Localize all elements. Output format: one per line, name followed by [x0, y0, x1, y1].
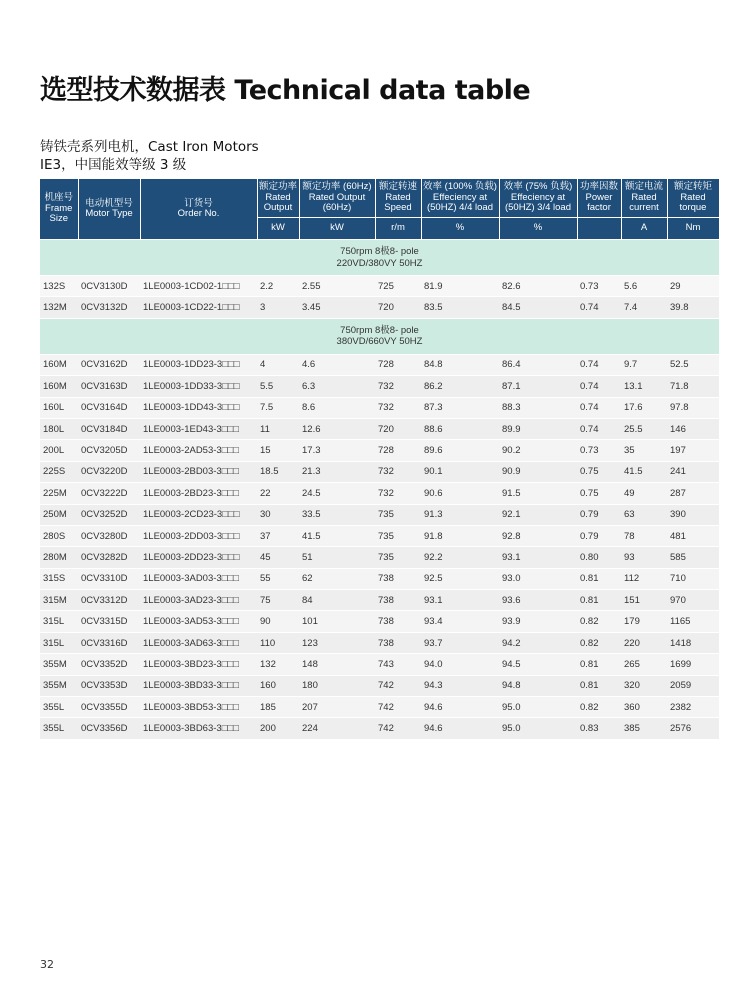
cell-rated-current: 9.7	[621, 354, 667, 375]
header-cn: 功率因数	[579, 181, 618, 193]
header-rated-speed	[375, 179, 421, 218]
cell-efficiency-full: 83.5	[421, 297, 499, 318]
header-en: Motor Type	[85, 208, 133, 219]
cell-efficiency-full: 86.2	[421, 376, 499, 397]
cell-efficiency-full: 93.1	[421, 590, 499, 611]
cell-rated-torque: 585	[667, 547, 719, 568]
header-en: Rated current	[629, 191, 659, 214]
cell-rated-current: 49	[621, 483, 667, 504]
cell-rated-output: 11	[257, 418, 299, 439]
cell-efficiency-three-quarter: 93.6	[499, 590, 577, 611]
cell-efficiency-three-quarter: 92.8	[499, 525, 577, 546]
cell-efficiency-full: 93.4	[421, 611, 499, 632]
cell-rated-output: 2.2	[257, 276, 299, 297]
cell-rated-torque: 287	[667, 483, 719, 504]
cell-efficiency-three-quarter: 87.1	[499, 376, 577, 397]
cell-efficiency-three-quarter: 92.1	[499, 504, 577, 525]
cell-efficiency-three-quarter: 84.5	[499, 297, 577, 318]
table-row	[40, 276, 719, 297]
unit-efficiency-full-load: %	[421, 218, 499, 240]
cell-rated-output-60hz: 24.5	[299, 483, 375, 504]
cell-rated-output: 15	[257, 440, 299, 461]
header-cn: 效率 (100% 负载)	[423, 181, 497, 193]
header-en: Power factor	[585, 191, 613, 214]
cell-rated-current: 151	[621, 590, 667, 611]
cell-efficiency-full: 94.3	[421, 675, 499, 696]
cell-rated-speed: 738	[375, 568, 421, 589]
cell-rated-speed: 738	[375, 632, 421, 653]
cell-frame-size: 225S	[40, 461, 78, 482]
cell-rated-output-60hz: 12.6	[299, 418, 375, 439]
unit-power-factor	[577, 218, 621, 240]
cell-frame-size: 355M	[40, 675, 78, 696]
cell-frame-size: 180L	[40, 418, 78, 439]
cell-efficiency-three-quarter: 90.9	[499, 461, 577, 482]
cell-efficiency-three-quarter: 86.4	[499, 354, 577, 375]
table-row	[40, 354, 719, 375]
cell-motor-type: 0CV3356D	[78, 718, 140, 739]
cell-rated-torque: 241	[667, 461, 719, 482]
table-row	[40, 504, 719, 525]
technical-data-table	[40, 179, 720, 740]
cell-rated-output: 90	[257, 611, 299, 632]
cell-power-factor: 0.81	[577, 654, 621, 675]
cell-rated-output-60hz: 33.5	[299, 504, 375, 525]
table-row	[40, 440, 719, 461]
cell-motor-type: 0CV3252D	[78, 504, 140, 525]
cell-rated-current: 93	[621, 547, 667, 568]
cell-power-factor: 0.74	[577, 354, 621, 375]
cell-rated-output-60hz: 148	[299, 654, 375, 675]
header-cn: 额定转矩	[673, 181, 712, 193]
cell-motor-type: 0CV3205D	[78, 440, 140, 461]
table-row	[40, 418, 719, 439]
section-heading-line1: 750rpm 8极8- pole	[340, 324, 419, 336]
cell-order-no: 1LE0003-2BD23-3□□□	[140, 483, 257, 504]
header-rated-torque	[667, 179, 719, 218]
cell-rated-torque: 1418	[667, 632, 719, 653]
cell-order-no: 1LE0003-2BD03-3□□□	[140, 461, 257, 482]
cell-frame-size: 315L	[40, 611, 78, 632]
cell-rated-speed: 732	[375, 397, 421, 418]
section-heading-line2: 220VD/380VY 50HZ	[336, 257, 423, 269]
table-row	[40, 697, 719, 718]
cell-motor-type: 0CV3352D	[78, 654, 140, 675]
unit-rated-torque: Nm	[667, 218, 719, 240]
cell-rated-output-60hz: 180	[299, 675, 375, 696]
cell-power-factor: 0.79	[577, 504, 621, 525]
cell-rated-output-60hz: 2.55	[299, 276, 375, 297]
table-row	[40, 654, 719, 675]
cell-order-no: 1LE0003-1DD23-3□□□	[140, 354, 257, 375]
unit-rated-speed: r/m	[375, 218, 421, 240]
cell-frame-size: 280M	[40, 547, 78, 568]
cell-frame-size: 250M	[40, 504, 78, 525]
header-en: Frame Size	[45, 202, 73, 225]
cell-rated-current: 360	[621, 697, 667, 718]
cell-frame-size: 160M	[40, 354, 78, 375]
cell-power-factor: 0.81	[577, 590, 621, 611]
table-row	[40, 547, 719, 568]
cell-rated-torque: 2059	[667, 675, 719, 696]
cell-power-factor: 0.82	[577, 611, 621, 632]
header-frame-size	[40, 179, 78, 240]
cell-rated-current: 25.5	[621, 418, 667, 439]
cell-efficiency-full: 84.8	[421, 354, 499, 375]
page-subtitle	[40, 138, 259, 174]
header-en: Effeciency at (50HZ) 4/4 load	[426, 191, 493, 214]
table-row	[40, 525, 719, 546]
cell-order-no: 1LE0003-1CD02-1□□□	[140, 276, 257, 297]
cell-frame-size: 160L	[40, 397, 78, 418]
subtitle-line-2: IE3，中国能效等级 3 级	[40, 157, 187, 173]
cell-rated-speed: 738	[375, 590, 421, 611]
cell-order-no: 1LE0003-3BD33-3□□□	[140, 675, 257, 696]
section-row	[40, 318, 719, 354]
cell-efficiency-three-quarter: 94.5	[499, 654, 577, 675]
cell-efficiency-full: 93.7	[421, 632, 499, 653]
cell-efficiency-full: 88.6	[421, 418, 499, 439]
cell-order-no: 1LE0003-1DD43-3□□□	[140, 397, 257, 418]
cell-rated-speed: 735	[375, 547, 421, 568]
cell-rated-speed: 728	[375, 354, 421, 375]
cell-efficiency-three-quarter: 93.1	[499, 547, 577, 568]
cell-rated-output-60hz: 123	[299, 632, 375, 653]
cell-rated-speed: 720	[375, 297, 421, 318]
cell-efficiency-three-quarter: 88.3	[499, 397, 577, 418]
cell-rated-output: 110	[257, 632, 299, 653]
cell-power-factor: 0.81	[577, 568, 621, 589]
cell-rated-current: 41.5	[621, 461, 667, 482]
cell-order-no: 1LE0003-3AD63-3□□□	[140, 632, 257, 653]
cell-motor-type: 0CV3353D	[78, 675, 140, 696]
cell-rated-current: 78	[621, 525, 667, 546]
cell-rated-output-60hz: 224	[299, 718, 375, 739]
header-en: Rated Output	[263, 191, 293, 214]
cell-order-no: 1LE0003-2DD03-3□□□	[140, 525, 257, 546]
cell-order-no: 1LE0003-3BD63-3□□□	[140, 718, 257, 739]
cell-frame-size: 315M	[40, 590, 78, 611]
cell-efficiency-three-quarter: 91.5	[499, 483, 577, 504]
cell-rated-output: 18.5	[257, 461, 299, 482]
cell-power-factor: 0.75	[577, 461, 621, 482]
cell-rated-current: 17.6	[621, 397, 667, 418]
cell-rated-current: 179	[621, 611, 667, 632]
cell-efficiency-full: 94.0	[421, 654, 499, 675]
cell-rated-torque: 29	[667, 276, 719, 297]
cell-rated-output-60hz: 41.5	[299, 525, 375, 546]
cell-order-no: 1LE0003-3AD23-3□□□	[140, 590, 257, 611]
cell-power-factor: 0.82	[577, 632, 621, 653]
cell-motor-type: 0CV3163D	[78, 376, 140, 397]
cell-rated-output-60hz: 3.45	[299, 297, 375, 318]
header-motor-type	[78, 179, 140, 240]
cell-efficiency-full: 94.6	[421, 718, 499, 739]
cell-rated-output: 37	[257, 525, 299, 546]
cell-rated-output: 5.5	[257, 376, 299, 397]
cell-motor-type: 0CV3316D	[78, 632, 140, 653]
header-cn: 电动机型号	[85, 197, 133, 209]
cell-efficiency-full: 87.3	[421, 397, 499, 418]
cell-rated-speed: 732	[375, 376, 421, 397]
cell-motor-type: 0CV3310D	[78, 568, 140, 589]
cell-efficiency-full: 90.1	[421, 461, 499, 482]
cell-order-no: 1LE0003-3AD03-3□□□	[140, 568, 257, 589]
cell-power-factor: 0.80	[577, 547, 621, 568]
cell-rated-torque: 481	[667, 525, 719, 546]
header-efficiency-full-load	[421, 179, 499, 218]
table-header	[40, 179, 719, 240]
cell-rated-torque: 2576	[667, 718, 719, 739]
cell-rated-speed: 742	[375, 697, 421, 718]
cell-motor-type: 0CV3315D	[78, 611, 140, 632]
cell-rated-speed: 725	[375, 276, 421, 297]
cell-frame-size: 160M	[40, 376, 78, 397]
header-en: Effeciency at (50HZ) 3/4 load	[504, 191, 571, 214]
table-row	[40, 590, 719, 611]
cell-efficiency-full: 92.5	[421, 568, 499, 589]
cell-motor-type: 0CV3184D	[78, 418, 140, 439]
cell-efficiency-full: 81.9	[421, 276, 499, 297]
cell-rated-current: 220	[621, 632, 667, 653]
cell-frame-size: 132S	[40, 276, 78, 297]
cell-rated-output-60hz: 21.3	[299, 461, 375, 482]
cell-rated-output-60hz: 8.6	[299, 397, 375, 418]
cell-efficiency-three-quarter: 90.2	[499, 440, 577, 461]
header-en: Rated torque	[679, 191, 707, 214]
cell-efficiency-full: 91.8	[421, 525, 499, 546]
section-row	[40, 240, 719, 276]
cell-rated-output: 200	[257, 718, 299, 739]
cell-motor-type: 0CV3220D	[78, 461, 140, 482]
cell-efficiency-three-quarter: 89.9	[499, 418, 577, 439]
cell-rated-output-60hz: 51	[299, 547, 375, 568]
table-row	[40, 675, 719, 696]
cell-motor-type: 0CV3132D	[78, 297, 140, 318]
subtitle-line-1: 铸铁壳系列电机，Cast Iron Motors	[40, 139, 259, 155]
cell-order-no: 1LE0003-3AD53-3□□□	[140, 611, 257, 632]
cell-order-no: 1LE0003-2AD53-3□□□	[140, 440, 257, 461]
cell-order-no: 1LE0003-2CD23-3□□□	[140, 504, 257, 525]
cell-power-factor: 0.74	[577, 418, 621, 439]
table-row	[40, 611, 719, 632]
cell-efficiency-three-quarter: 95.0	[499, 697, 577, 718]
header-efficiency-three-quarter-load	[499, 179, 577, 218]
header-cn: 订货号	[184, 197, 213, 209]
cell-motor-type: 0CV3355D	[78, 697, 140, 718]
header-rated-current	[621, 179, 667, 218]
header-cn: 额定功率 (60Hz)	[302, 181, 372, 193]
cell-frame-size: 200L	[40, 440, 78, 461]
cell-rated-current: 265	[621, 654, 667, 675]
cell-rated-output-60hz: 84	[299, 590, 375, 611]
header-en: Rated Speed	[384, 191, 412, 214]
cell-rated-current: 320	[621, 675, 667, 696]
cell-efficiency-three-quarter: 82.6	[499, 276, 577, 297]
header-en: Rated Output (60Hz)	[308, 191, 366, 214]
cell-frame-size: 132M	[40, 297, 78, 318]
header-cn: 额定电流	[624, 181, 663, 193]
header-rated-output-60hz	[299, 179, 375, 218]
cell-efficiency-full: 89.6	[421, 440, 499, 461]
cell-power-factor: 0.74	[577, 397, 621, 418]
cell-rated-output-60hz: 6.3	[299, 376, 375, 397]
cell-frame-size: 355L	[40, 697, 78, 718]
cell-power-factor: 0.75	[577, 483, 621, 504]
unit-rated-current: A	[621, 218, 667, 240]
unit-rated-output-60hz: kW	[299, 218, 375, 240]
cell-rated-torque: 71.8	[667, 376, 719, 397]
cell-rated-current: 63	[621, 504, 667, 525]
cell-motor-type: 0CV3312D	[78, 590, 140, 611]
cell-rated-current: 5.6	[621, 276, 667, 297]
cell-rated-speed: 738	[375, 611, 421, 632]
table-row	[40, 461, 719, 482]
cell-efficiency-full: 91.3	[421, 504, 499, 525]
cell-motor-type: 0CV3282D	[78, 547, 140, 568]
cell-rated-torque: 1165	[667, 611, 719, 632]
cell-rated-speed: 743	[375, 654, 421, 675]
table-body	[40, 240, 719, 740]
table-row	[40, 632, 719, 653]
cell-efficiency-three-quarter: 93.0	[499, 568, 577, 589]
header-cn: 机座号	[44, 192, 73, 204]
cell-rated-output: 45	[257, 547, 299, 568]
cell-rated-output: 75	[257, 590, 299, 611]
cell-rated-torque: 710	[667, 568, 719, 589]
header-rated-output	[257, 179, 299, 218]
cell-rated-output: 160	[257, 675, 299, 696]
cell-rated-output: 185	[257, 697, 299, 718]
cell-frame-size: 225M	[40, 483, 78, 504]
cell-order-no: 1LE0003-1CD22-1□□□	[140, 297, 257, 318]
cell-rated-torque: 197	[667, 440, 719, 461]
cell-power-factor: 0.73	[577, 276, 621, 297]
cell-rated-output: 132	[257, 654, 299, 675]
cell-power-factor: 0.74	[577, 297, 621, 318]
cell-rated-speed: 742	[375, 718, 421, 739]
header-cn: 额定功率	[258, 181, 297, 193]
section-heading	[40, 240, 719, 276]
cell-order-no: 1LE0003-3BD23-3□□□	[140, 654, 257, 675]
cell-motor-type: 0CV3162D	[78, 354, 140, 375]
cell-frame-size: 315S	[40, 568, 78, 589]
cell-rated-torque: 52.5	[667, 354, 719, 375]
section-heading-line1: 750rpm 8极8- pole	[340, 246, 419, 257]
cell-rated-torque: 390	[667, 504, 719, 525]
page-number: 32	[40, 958, 54, 971]
table-row	[40, 297, 719, 318]
cell-order-no: 1LE0003-2DD23-3□□□	[140, 547, 257, 568]
cell-motor-type: 0CV3222D	[78, 483, 140, 504]
cell-power-factor: 0.79	[577, 525, 621, 546]
cell-rated-output: 55	[257, 568, 299, 589]
header-cn: 额定转速	[378, 181, 417, 193]
cell-rated-output-60hz: 207	[299, 697, 375, 718]
cell-efficiency-full: 90.6	[421, 483, 499, 504]
header-order-no	[140, 179, 257, 240]
cell-rated-torque: 2382	[667, 697, 719, 718]
cell-rated-torque: 97.8	[667, 397, 719, 418]
page-title: 选型技术数据表 Technical data table	[40, 75, 531, 106]
cell-rated-speed: 732	[375, 483, 421, 504]
cell-power-factor: 0.73	[577, 440, 621, 461]
cell-rated-current: 35	[621, 440, 667, 461]
cell-frame-size: 355L	[40, 718, 78, 739]
header-power-factor	[577, 179, 621, 218]
cell-rated-output: 30	[257, 504, 299, 525]
cell-frame-size: 315L	[40, 632, 78, 653]
cell-efficiency-full: 92.2	[421, 547, 499, 568]
cell-efficiency-three-quarter: 94.8	[499, 675, 577, 696]
cell-power-factor: 0.82	[577, 697, 621, 718]
cell-order-no: 1LE0003-1DD33-3□□□	[140, 376, 257, 397]
cell-rated-torque: 39.8	[667, 297, 719, 318]
cell-power-factor: 0.83	[577, 718, 621, 739]
cell-rated-current: 13.1	[621, 376, 667, 397]
cell-efficiency-full: 94.6	[421, 697, 499, 718]
section-heading	[40, 318, 719, 354]
cell-power-factor: 0.74	[577, 376, 621, 397]
cell-rated-output-60hz: 17.3	[299, 440, 375, 461]
header-en: Order No.	[177, 208, 220, 219]
cell-rated-output-60hz: 4.6	[299, 354, 375, 375]
cell-order-no: 1LE0003-1ED43-3□□□	[140, 418, 257, 439]
cell-rated-output: 3	[257, 297, 299, 318]
cell-rated-speed: 732	[375, 461, 421, 482]
cell-rated-output-60hz: 101	[299, 611, 375, 632]
cell-rated-output-60hz: 62	[299, 568, 375, 589]
cell-motor-type: 0CV3130D	[78, 276, 140, 297]
table-row	[40, 718, 719, 739]
cell-motor-type: 0CV3280D	[78, 525, 140, 546]
unit-efficiency-three-quarter-load: %	[499, 218, 577, 240]
section-heading-line2: 380VD/660VY 50HZ	[336, 336, 423, 348]
cell-efficiency-three-quarter: 94.2	[499, 632, 577, 653]
cell-order-no: 1LE0003-3BD53-3□□□	[140, 697, 257, 718]
cell-rated-current: 385	[621, 718, 667, 739]
cell-frame-size: 355M	[40, 654, 78, 675]
cell-rated-output: 7.5	[257, 397, 299, 418]
cell-rated-torque: 146	[667, 418, 719, 439]
cell-rated-speed: 735	[375, 525, 421, 546]
table-row	[40, 568, 719, 589]
cell-rated-speed: 728	[375, 440, 421, 461]
header-cn: 效率 (75% 负载)	[503, 181, 573, 193]
cell-frame-size: 280S	[40, 525, 78, 546]
cell-efficiency-three-quarter: 95.0	[499, 718, 577, 739]
cell-rated-output: 4	[257, 354, 299, 375]
cell-rated-current: 112	[621, 568, 667, 589]
cell-rated-speed: 720	[375, 418, 421, 439]
cell-rated-speed: 742	[375, 675, 421, 696]
cell-power-factor: 0.81	[577, 675, 621, 696]
cell-rated-speed: 735	[375, 504, 421, 525]
cell-rated-current: 7.4	[621, 297, 667, 318]
table-row	[40, 483, 719, 504]
unit-rated-output: kW	[257, 218, 299, 240]
cell-rated-torque: 1699	[667, 654, 719, 675]
cell-rated-output: 22	[257, 483, 299, 504]
cell-efficiency-three-quarter: 93.9	[499, 611, 577, 632]
table-row	[40, 376, 719, 397]
table-row	[40, 397, 719, 418]
cell-motor-type: 0CV3164D	[78, 397, 140, 418]
cell-rated-torque: 970	[667, 590, 719, 611]
